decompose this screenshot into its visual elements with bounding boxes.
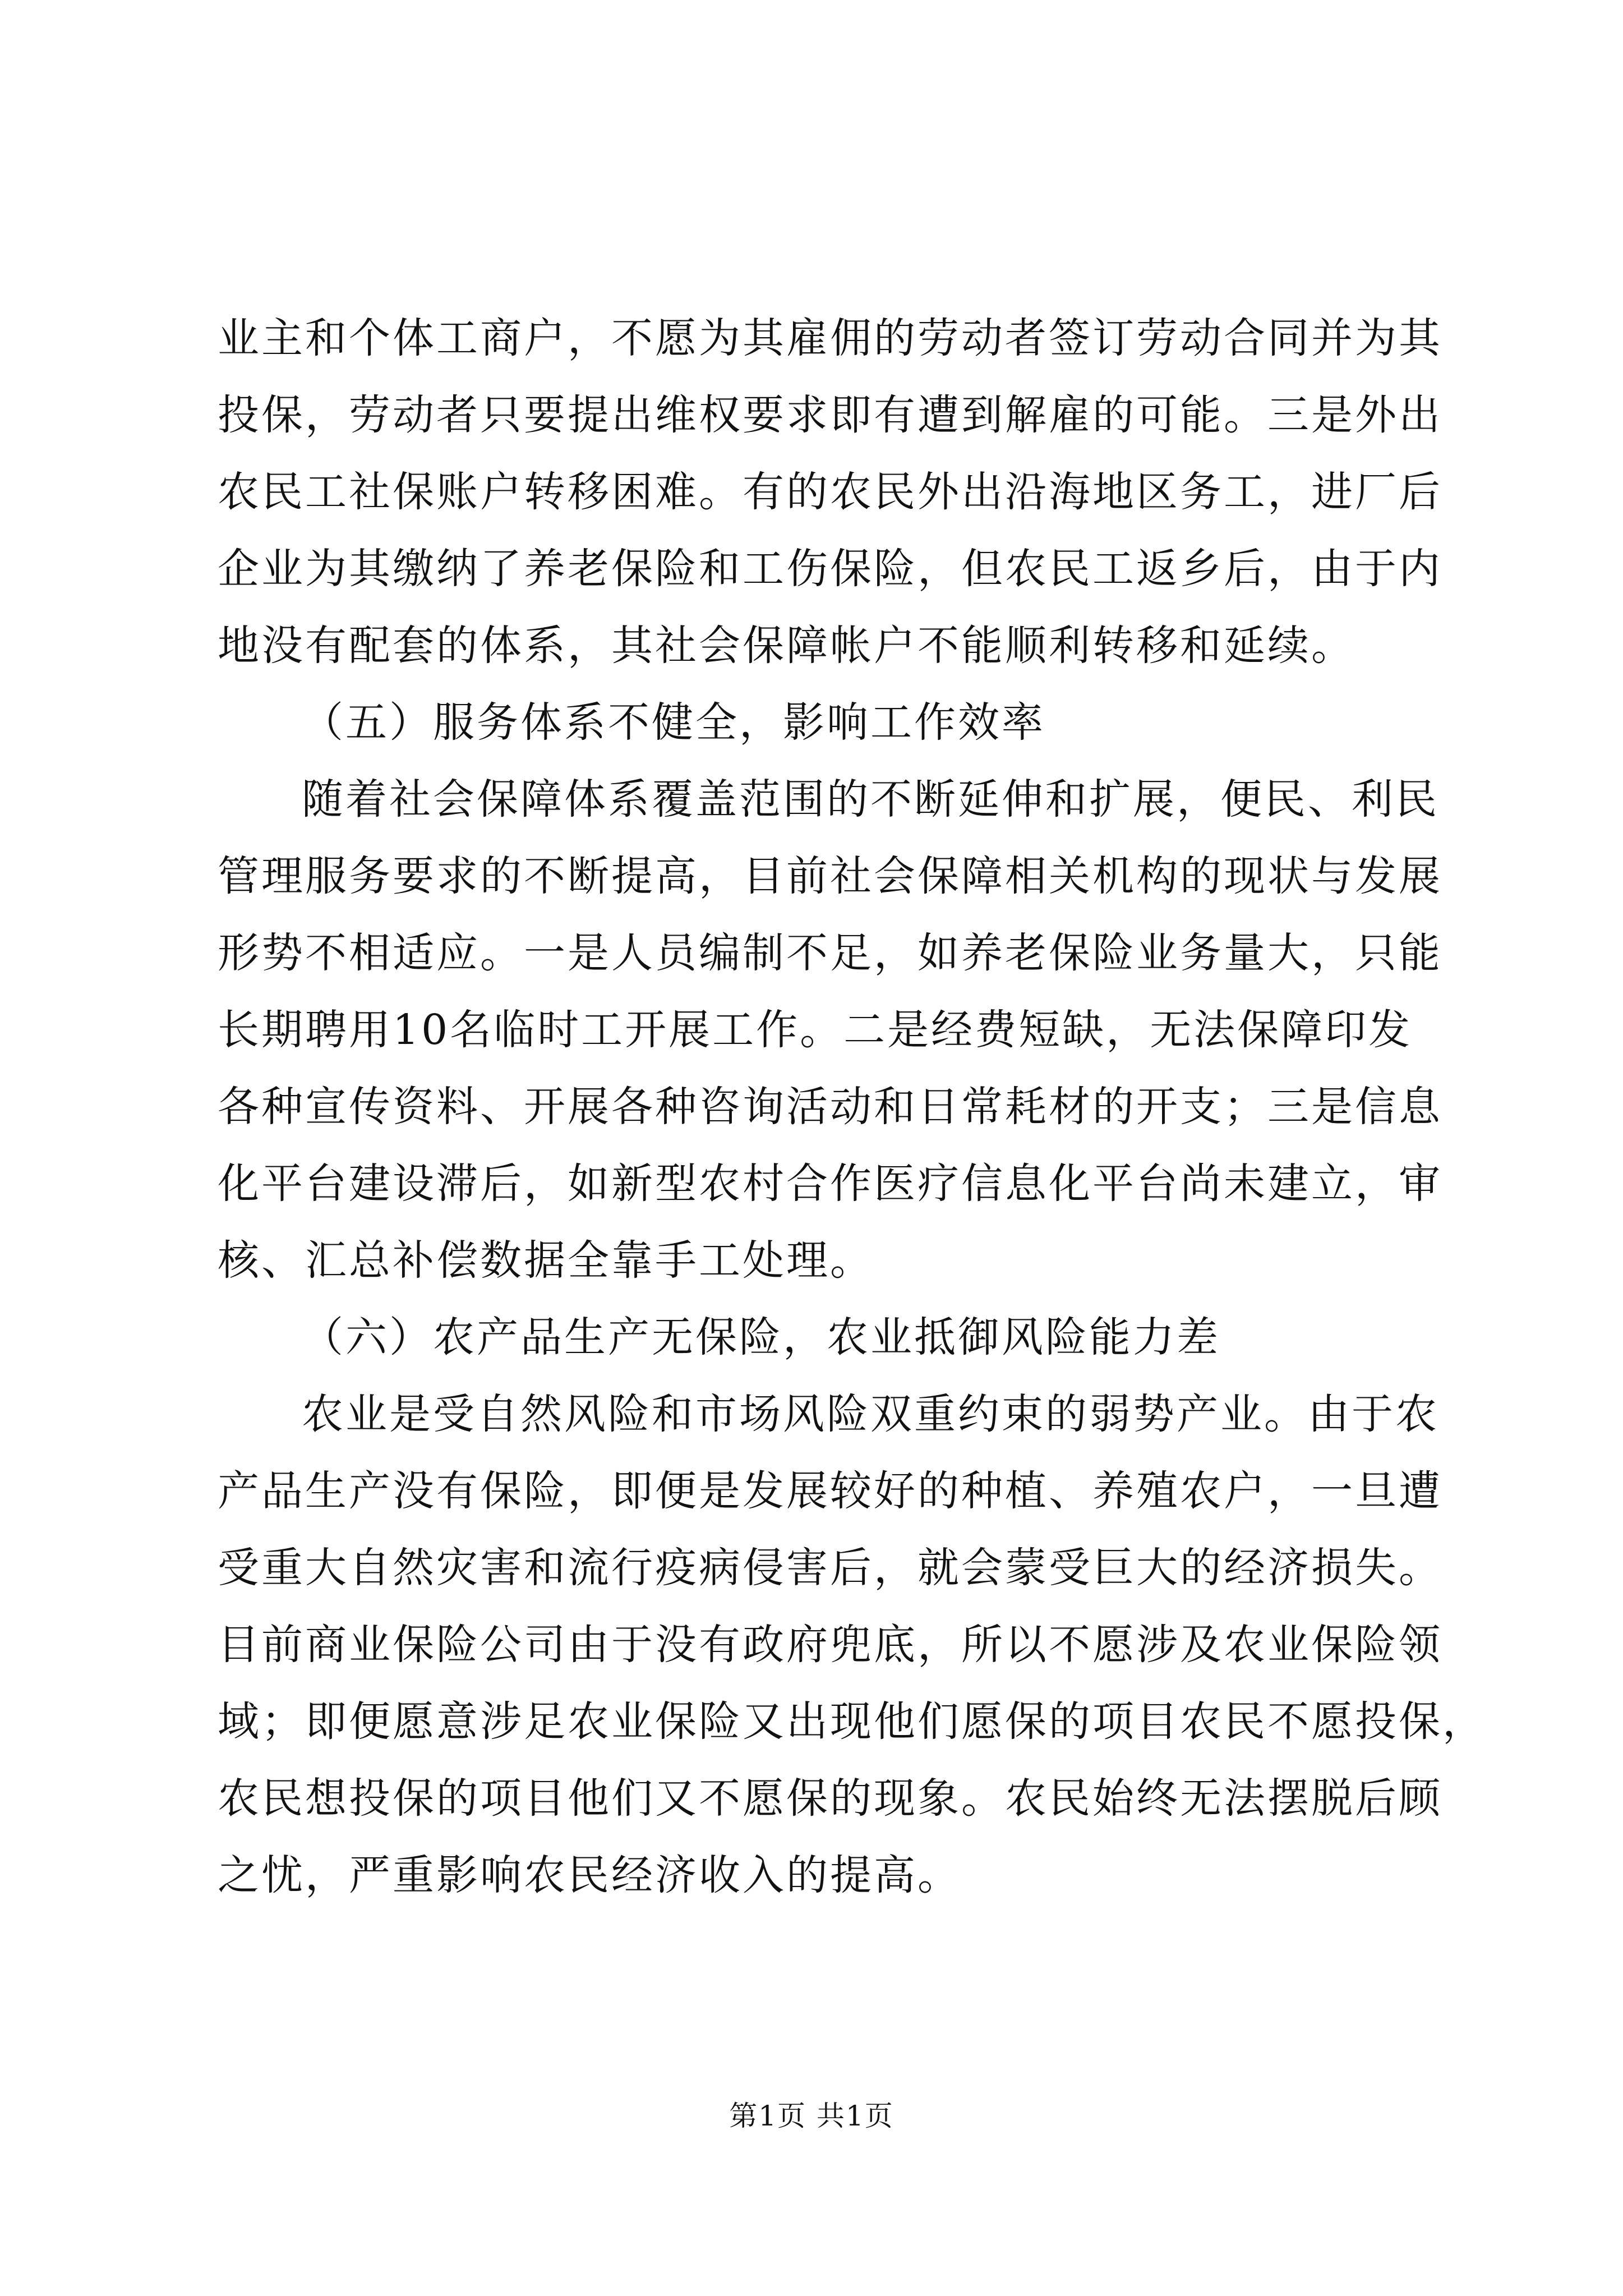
text-line: 农民想投保的项目他们又不愿保的现象。农民始终无法摆脱后顾	[218, 1774, 1442, 1823]
text-line: 农业是受自然风险和市场风险双重约束的弱势产业。由于农	[302, 1390, 1439, 1438]
text-line: 各种宣传资料、开展各种咨询活动和日常耗材的开支；三是信息	[218, 1083, 1442, 1131]
text-line: 之忧，严重影响农民经济收入的提高。	[218, 1851, 961, 1899]
text-line: 化平台建设滞后，如新型农村合作医疗信息化平台尚未建立，审	[218, 1159, 1442, 1208]
text-line: 农民工社保账户转移困难。有的农民外出沿海地区务工，进厂后	[218, 468, 1442, 516]
text-line: 随着社会保障体系覆盖范围的不断延伸和扩展，便民、利民	[302, 775, 1439, 823]
body-text	[218, 300, 1486, 1914]
text-line: 地没有配套的体系，其社会保障帐户不能顺利转移和延续。	[218, 622, 1355, 670]
text-line: 管理服务要求的不断提高，目前社会保障相关机构的现状与发展	[218, 852, 1442, 900]
text-line: 投保，劳动者只要提出维权要求即有遭到解雇的可能。三是外出	[218, 391, 1442, 439]
text-line: 企业为其缴纳了养老保险和工伤保险，但农民工返乡后，由于内	[218, 545, 1442, 593]
page-footer: 第1页 共1页	[729, 2100, 894, 2132]
text-line: 受重大自然灾害和流行疫病侵害后，就会蒙受巨大的经济损失。	[218, 1544, 1442, 1592]
text-line: 核、汇总补偿数据全靠手工处理。	[218, 1236, 874, 1285]
text-line: 产品生产没有保险，即便是发展较好的种植、养殖农户，一旦遭	[218, 1467, 1442, 1515]
section-heading-5: （五）服务体系不健全，影响工作效率	[302, 698, 1045, 747]
text-line: 域；即便愿意涉足农业保险又出现他们愿保的项目农民不愿投保，	[218, 1697, 1486, 1746]
text-line: 长期聘用10名临时工开展工作。二是经费短缺，无法保障印发	[218, 1006, 1413, 1054]
section-heading-6: （六）农产品生产无保险，农业抵御风险能力差	[302, 1313, 1220, 1361]
text-line: 形势不相适应。一是人员编制不足，如养老保险业务量大，只能	[218, 929, 1442, 977]
text-line: 目前商业保险公司由于没有政府兜底，所以不愿涉及农业保险领	[218, 1621, 1442, 1669]
text-line: 业主和个体工商户，不愿为其雇佣的劳动者签订劳动合同并为其	[218, 314, 1442, 362]
